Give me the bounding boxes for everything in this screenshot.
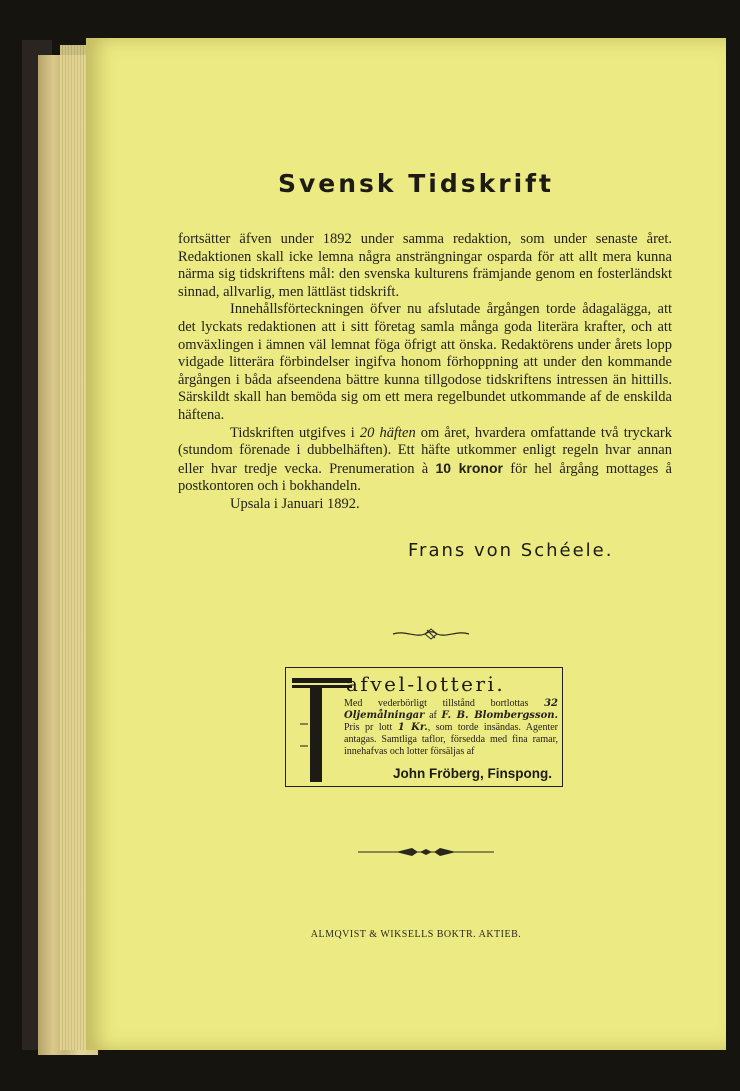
paragraph-2: Innehållsförteckningen öfver nu afslutade årgången torde ådagalägga, att det lyckats redaktionen att i sitt företag samla många goda literära krafter, och att omväxlingen i ämnen väl lemnat föga öfrigt att önska. Redaktörens under årets lopp vidgade litterära förbindelser ingifva honom förhoppning att under den kommande årgången i båda afseendena bättre kunna tillgodose tidskriftens intressen än hittills. Särskildt skall han bemöda sig om ett mera regelbundet utkommande af de enskilda häftena.: [178, 301, 672, 423]
printer-imprint: ALMQVIST & WIKSELLS BOKTR. AKTIEB.: [310, 929, 522, 940]
ad-text-a: Med vederbörligt tillstånd bortlottas: [344, 698, 545, 709]
paragraph-3-middle: om året, hvardera omfattande två tryckark (stundom förenade i dubbelhäften). Ett häfte utkommer enligt regeln hvar annan eller hvar tredje vecka. Prenumeration à: [178, 424, 672, 477]
lottery-advertisement: [285, 667, 563, 787]
issue-count: 20 häften: [359, 424, 416, 441]
paintings-label: Oljemålningar: [344, 710, 425, 721]
page-title: Svensk Tidskrift: [277, 169, 554, 198]
flourish-ornament-icon: [391, 627, 471, 641]
editor-signature: Frans von Schéele.: [408, 540, 614, 561]
painting-count: 32: [544, 698, 558, 709]
ad-text-c: af: [424, 710, 442, 721]
ad-text-e: , som torde insändas. Agenter antagas. Samtliga taflor, försedda med fina ramar, innehafvas och lotter försäljas af: [344, 722, 559, 757]
ticket-price: 1 Kr.: [397, 722, 428, 733]
ad-heading: afvel-lotteri.: [346, 672, 506, 696]
ad-contact: John Fröberg, Finspong.: [393, 766, 552, 781]
dateline: Upsala i Januari 1892.: [230, 495, 360, 512]
decorative-initial-t-icon: [292, 674, 352, 782]
paragraph-3: [178, 425, 672, 496]
paragraph-1: fortsätter äfven under 1892 under samma redaktion, som under senaste året. Redaktionen skall icke lemna några ansträngningar osparda för att allt mera kunna närma sig tidskriftens mål: den svenska kulturens främjande genom en fosterländskt sinnad, allvarlig, men lättläst tidskrift.: [178, 231, 672, 300]
divider-ornament-icon: [356, 846, 496, 858]
subscription-price: 10 kronor: [435, 459, 503, 476]
paragraph-3-end: för hel årgång mottages å postkontoren och i bokhandeln.: [178, 460, 672, 495]
announcement-text: [178, 231, 672, 514]
paragraph-3-start: Tidskriften utgifves i: [230, 424, 360, 441]
artist-name: F. B. Blombergsson.: [441, 710, 558, 721]
magazine-cover-page: [86, 38, 726, 1050]
ad-text-d: Pris pr lott: [344, 722, 398, 733]
ad-body: [344, 698, 558, 758]
